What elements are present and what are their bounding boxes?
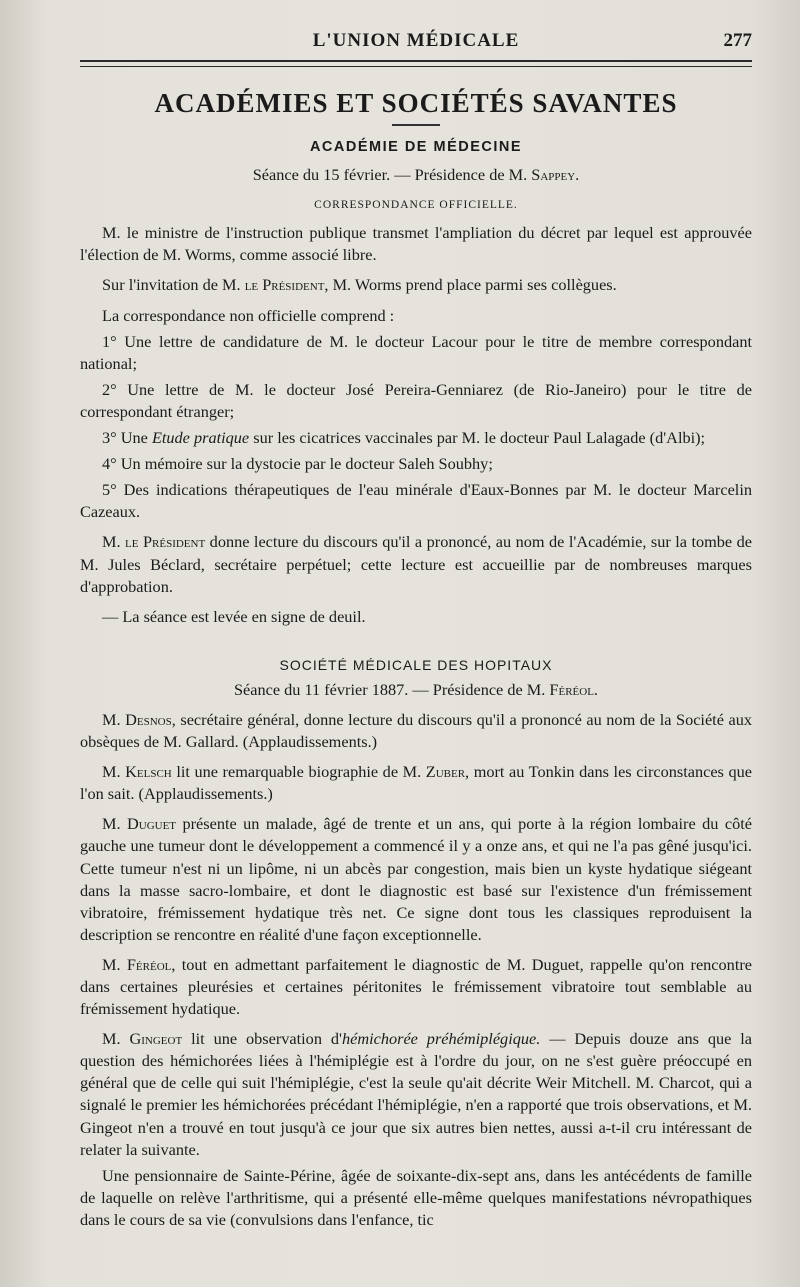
society-heading: SOCIÉTÉ MÉDICALE DES HOPITAUX <box>279 656 553 673</box>
text-run: donne lecture du discours qu'il a prononcé, au nom de l'Académie, sur la tombe de M. Jules Béclard, secrétaire perpétuel; cette lecture est accueillie par de nombreuses marques d'approbation. <box>80 532 752 596</box>
running-head <box>80 30 752 54</box>
list-item <box>80 427 752 449</box>
text-run: 3° Une <box>102 428 148 448</box>
text-run: — Depuis douze ans que la question des hémichorées liées à l'hémiplégie est à l'ordre du jour, on ne s'est guère préoccupé en général que de celle qui suit l'hémiplégie, c'est la seule qu'ait décrite Weir Mitchell. M. Charcot, qui a signalé le premier les hémichorées précédant l'hémiplégie, n'en a rapporté que trois observations, et M. Gingeot n'en a trouvé en tout jusqu'à ce jour que six autres bien nettes, aussi a-t-il cru intéressant de relater la suivante. <box>80 1029 753 1159</box>
article-body <box>80 84 752 1239</box>
text-smallcaps: Duguet <box>127 814 177 834</box>
paragraph <box>80 954 752 1020</box>
text-run: lit une observation d' <box>191 1029 342 1049</box>
text-italic: hémichorée préhémiplégique. <box>341 1029 541 1049</box>
text-smallcaps: Gingeot <box>129 1029 183 1049</box>
text-smallcaps: Desnos <box>125 709 172 729</box>
paragraph: — La séance est levée en signe de deuil. <box>102 606 366 626</box>
academy-president: Sappey. <box>531 165 580 185</box>
paragraph <box>80 1028 752 1161</box>
list-item: 5° Des indications thérapeutiques de l'eau minérale d'Eaux-Bonnes par M. le docteur Marcelin Cazeaux. <box>80 480 752 522</box>
correspondence-heading: CORRESPONDANCE OFFICIELLE. <box>314 199 518 212</box>
journal-title: L'UNION MÉDICALE <box>312 30 520 51</box>
paragraph <box>80 274 752 296</box>
header-rule <box>80 60 752 62</box>
header-rule-thin <box>80 66 752 67</box>
text-run: M. <box>102 1029 121 1049</box>
text-run: , mort au Tonkin dans les circonstances que l'on sait. (Applaudissements.) <box>80 762 752 804</box>
paragraph: La correspondance non officielle comprend : <box>102 305 395 325</box>
paragraph: Une pensionnaire de Sainte-Périne, âgée de soixante-dix-sept ans, dans les antécédents de famille de laquelle on relève l'arthritisme, qui a présenté elle-même quelques manifestations névropathiques dans le cours de sa vie (convulsions dans l'enfance, tic <box>80 1165 752 1229</box>
page-number: 277 <box>723 30 752 51</box>
text-smallcaps: Zuber <box>425 762 466 782</box>
list-item: 2° Une lettre de M. le docteur José Pereira-Genniarez (de Rio-Janeiro) pour le titre de correspondant étranger; <box>80 379 752 421</box>
society-seance <box>80 679 752 701</box>
text-run: lit une remarquable biographie de M. <box>176 762 422 782</box>
text-run: sur les cicatrices vaccinales par M. le docteur Paul Lalagade (d'Albi); <box>253 428 706 448</box>
text-run: , tout en admettant parfaitement le diagnostic de M. Duguet, rappelle qu'on rencontre dans certaines pleurésies et certaines péritonites le frémissement vibratoire tout semblable au frémissement hydatique. <box>80 954 752 1019</box>
academy-seance <box>80 164 752 186</box>
paragraph: M. le ministre de l'instruction publique transmet l'ampliation du décret par lequel est approuvée l'élection de M. Worms, comme associé libre. <box>80 223 752 265</box>
text-smallcaps: le Président <box>244 275 325 295</box>
text-run: M. <box>102 954 121 974</box>
society-seance-text: Séance du 11 février 1887. — Présidence de M. <box>233 679 546 699</box>
text-run: présente un malade, âgé de trente et un ans, qui porte à la région lombaire du côté gauche une tumeur dont le développement a commencé il y a onze ans, et qui ne l'a pas gêné jusqu'ici. Cette tumeur n'est ni un lipôme, ni un abcès par congestion, mais bien un kyste hydatique siégeant dans la masse sacro-lombaire, et dont le diagnostic est basé sur l'existence d'un frémissement vibratoire, frémissement hydatique très net. Ce signe dont tous les classiques reproduisent la description se rencontre en réalité d'une façon exceptionnelle. <box>80 814 752 944</box>
text-run: M. <box>102 814 121 834</box>
text-run: Sur l'invitation de M. <box>102 275 241 295</box>
section-rule <box>392 124 440 126</box>
text-run: M. <box>102 762 121 782</box>
section-title: ACADÉMIES ET SOCIÉTÉS SAVANTES <box>154 88 678 118</box>
text-run: M. <box>102 532 121 552</box>
text-smallcaps: le Président <box>125 532 206 552</box>
text-smallcaps: Kelsch <box>125 762 172 782</box>
paragraph <box>80 709 752 753</box>
text-run: , secrétaire général, donne lecture du discours qu'il a prononcé au nom de la Société aux obsèques de M. Gallard. (Applaudissements.) <box>80 709 752 752</box>
text-italic: Etude pratique <box>151 428 250 448</box>
list-item: 4° Un mémoire sur la dystocie par le docteur Saleh Soubhy; <box>102 454 493 474</box>
paragraph <box>80 761 752 805</box>
text-run: M. <box>102 709 121 729</box>
academy-seance-text: Séance du 15 février. — Présidence de M. <box>252 165 528 185</box>
academy-heading: ACADÉMIE DE MÉDECINE <box>309 139 523 155</box>
text-run: , M. Worms prend place parmi ses collègues. <box>324 275 617 295</box>
society-president: Féréol. <box>549 679 598 699</box>
text-smallcaps: Féréol <box>126 954 172 974</box>
paragraph <box>80 813 752 946</box>
paragraph <box>80 531 752 597</box>
list-item: 1° Une lettre de candidature de M. le docteur Lacour pour le titre de membre correspondant national; <box>80 331 752 373</box>
